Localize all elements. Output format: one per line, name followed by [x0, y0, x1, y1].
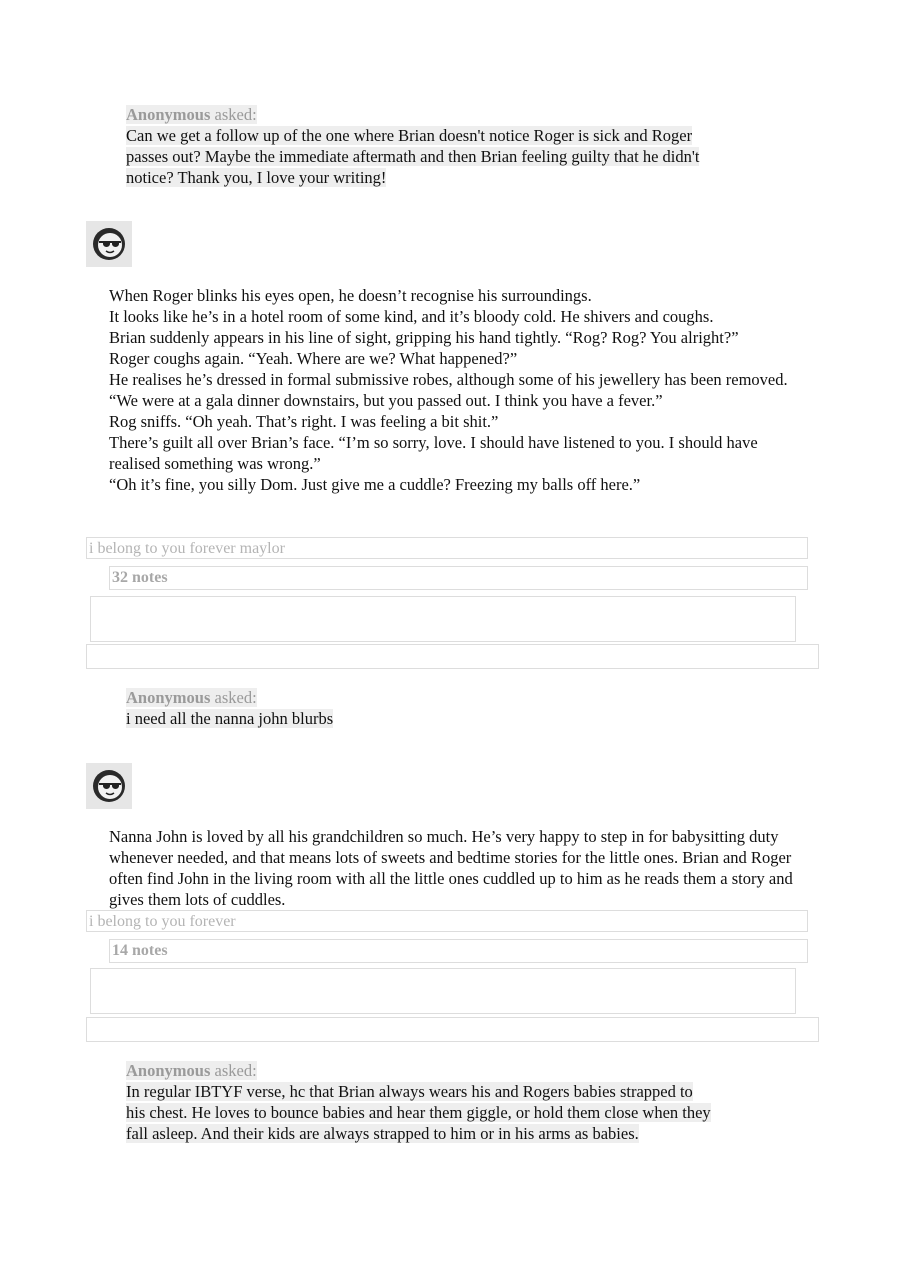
question-text: Can we get a follow up of the one where Brian doesn't notice Roger is sick and Roger passes out? Maybe the immediate aftermath and then Brian feeling guilty that he didn't notice? Thank you, I love your writing! [126, 126, 700, 187]
answer-paragraph: “Oh it’s fine, you silly Dom. Just give me a cuddle? Freezing my balls off here.” [109, 475, 641, 494]
answer-paragraph: It looks like he’s in a hotel room of some kind, and it’s bloody cold. He shivers and coughs. [109, 307, 714, 326]
answer-paragraph: Nanna John is loved by all his grandchildren so much. He’s very happy to step in for babysitting duty whenever needed, and that means lots of sweets and bedtime stories for the little ones. Brian and Roger often find John in the living room with all the little ones cuddled up to him as he reads them a story and gives them lots of cuddles. [109, 827, 793, 909]
avatar[interactable] [86, 221, 132, 267]
answer-paragraph: He realises he’s dressed in formal submissive robes, although some of his jewellery has been removed. [109, 370, 788, 389]
tags-link[interactable]: i belong to you forever maylor [86, 537, 808, 559]
answer-paragraph: When Roger blinks his eyes open, he doesn’t recognise his surroundings. [109, 286, 592, 305]
reblog-frame [90, 596, 796, 642]
avatar[interactable] [86, 763, 132, 809]
asked-label: asked: [214, 1061, 257, 1080]
question-text: In regular IBTYF verse, hc that Brian always wears his and Rogers babies strapped to his chest. He loves to bounce babies and hear them giggle, or hold them close when they fall asleep. And their kids are always strapped to him or in his arms as babies. [126, 1082, 711, 1143]
asked-label: asked: [214, 688, 257, 707]
answer-body-1 [109, 285, 799, 495]
notes-count[interactable]: 14 notes [109, 939, 808, 963]
asker-line [126, 104, 726, 125]
sunglasses-face-icon [91, 768, 127, 804]
ask-box-2 [126, 687, 726, 729]
post-footer-frame [86, 644, 819, 669]
ask-box-3 [126, 1060, 726, 1144]
asker-line [126, 1060, 726, 1081]
answer-paragraph: Roger coughs again. “Yeah. Where are we? What happened?” [109, 349, 518, 368]
asked-label: asked: [214, 105, 257, 124]
ask-box-1 [126, 104, 726, 188]
asker-line [126, 687, 726, 708]
answer-paragraph: “We were at a gala dinner downstairs, but you passed out. I think you have a fever.” [109, 391, 663, 410]
answer-paragraph: Rog sniffs. “Oh yeah. That’s right. I was feeling a bit shit.” [109, 412, 499, 431]
answer-paragraph: Brian suddenly appears in his line of sight, gripping his hand tightly. “Rog? Rog? You alright?” [109, 328, 739, 347]
answer-body-2 [109, 826, 795, 910]
sunglasses-face-icon [91, 226, 127, 262]
notes-count[interactable]: 32 notes [109, 566, 808, 590]
reblog-frame [90, 968, 796, 1014]
asker-name[interactable]: Anonymous [126, 688, 211, 707]
tags-link[interactable]: i belong to you forever [86, 910, 808, 932]
asker-name[interactable]: Anonymous [126, 105, 211, 124]
question-text: i need all the nanna john blurbs [126, 709, 334, 728]
asker-name[interactable]: Anonymous [126, 1061, 211, 1080]
answer-paragraph: There’s guilt all over Brian’s face. “I’m so sorry, love. I should have listened to you. I should have realised something was wrong.” [109, 433, 758, 473]
post-footer-frame [86, 1017, 819, 1042]
